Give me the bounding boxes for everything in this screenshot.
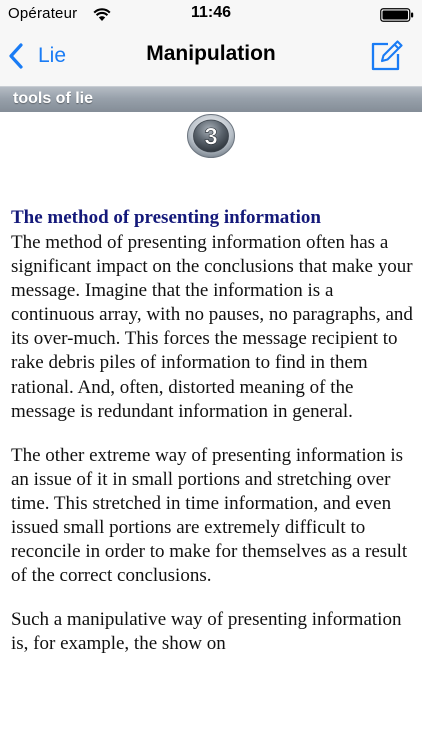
- article-body: [11, 205, 415, 677]
- battery-icon: [380, 8, 414, 22]
- compose-icon[interactable]: [368, 38, 404, 74]
- page-title: Manipulation: [146, 42, 276, 65]
- carrier-name: Opérateur: [8, 5, 78, 22]
- status-time: 11:46: [190, 4, 232, 21]
- navigation-bar: [0, 28, 422, 86]
- number-three-badge-icon: [186, 113, 236, 159]
- back-label: Lie: [38, 44, 67, 67]
- badge-number: 3: [204, 123, 218, 151]
- article-paragraph: The other extreme way of presenting information is an issue of it in small portions and stretching over time. This stretched in time information, and even issued small portions are extremely difficult to reconcile in order to make for themselves as a result of the correct conclusions.: [11, 444, 408, 587]
- status-bar: [0, 0, 422, 28]
- section-header: [0, 86, 422, 112]
- article-paragraph: The method of presenting information often has a significant impact on the conclusions that make your message. Imagine that the information is a continuous array, with no pauses, no paragraphs, and its over-much. This forces the message recipient to rake debris piles of information to find in them rational. And, often, distorted meaning of the message is redundant information in general.: [11, 232, 413, 422]
- article-paragraph: Such a manipulative way of presenting information is, for example, the show on: [11, 609, 402, 655]
- section-label: tools of lie: [13, 90, 93, 107]
- article-heading: The method of presenting information: [11, 207, 321, 228]
